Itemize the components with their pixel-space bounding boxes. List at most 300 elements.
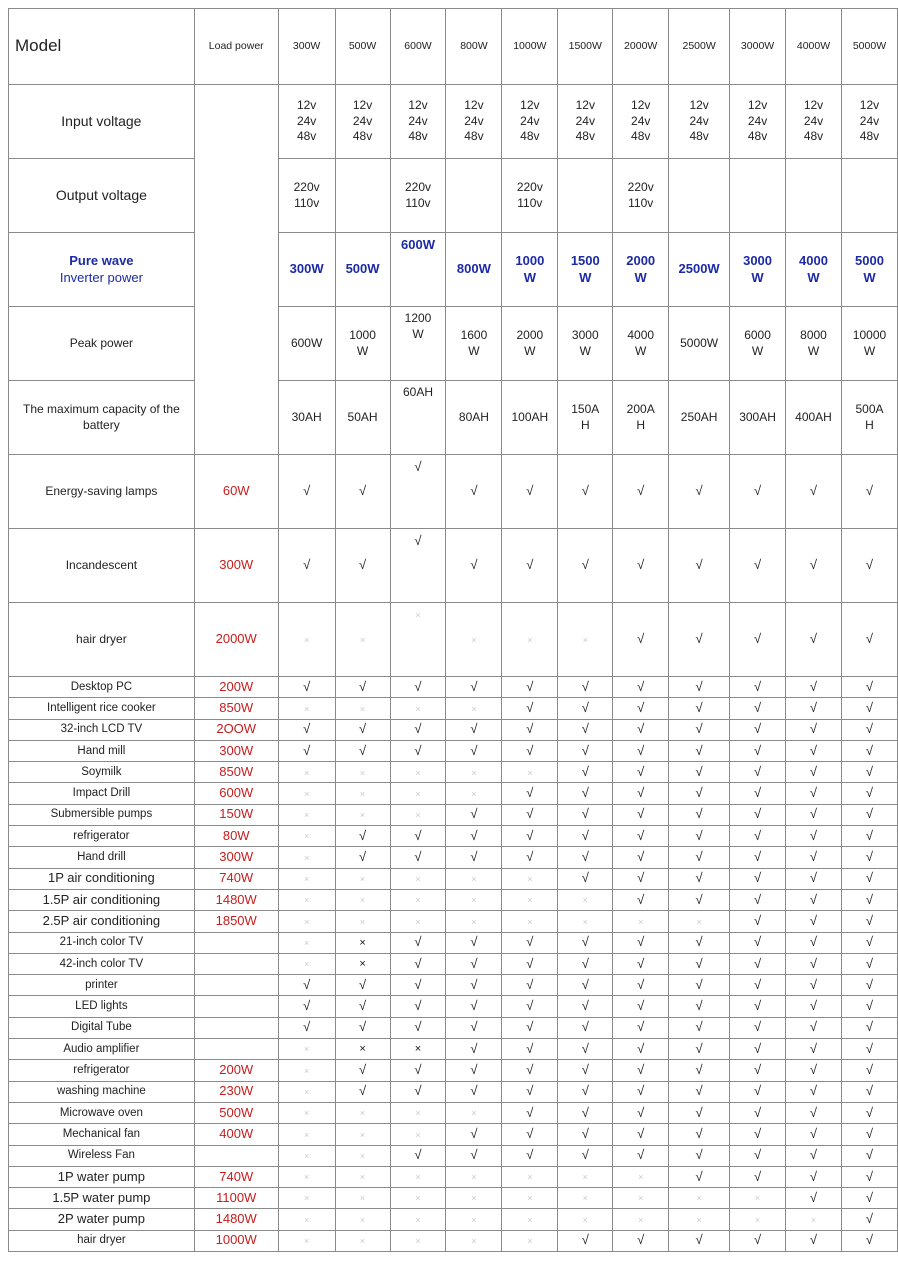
compat-cell (558, 996, 613, 1017)
compat-cell (502, 1102, 558, 1123)
compat-cell (335, 1209, 390, 1230)
cross-mark-icon: × (471, 1108, 477, 1119)
compat-cell (278, 1017, 335, 1038)
compat-cell (841, 1145, 897, 1166)
appliance-load: 150W (194, 804, 278, 825)
cross-mark-icon: × (359, 874, 366, 885)
check-mark-icon: √ (809, 912, 818, 928)
compat-cell (669, 1060, 730, 1081)
compat-cell (841, 1102, 897, 1123)
check-mark-icon: √ (637, 1125, 645, 1141)
compat-cell (841, 953, 897, 974)
battery-capacity-value (841, 381, 897, 455)
compat-cell (390, 1102, 446, 1123)
check-mark-icon: √ (470, 678, 478, 694)
peak-power-value-text: 2000 W (516, 327, 544, 358)
compat-cell (502, 932, 558, 953)
compat-cell (390, 953, 446, 974)
compat-cell (613, 740, 669, 761)
battery-capacity-value (786, 381, 842, 455)
compat-cell (669, 677, 730, 698)
compat-cell (841, 529, 897, 603)
check-mark-icon: √ (809, 998, 818, 1014)
compat-cell (669, 847, 730, 868)
compat-cell (335, 975, 390, 996)
compat-cell (335, 455, 390, 529)
check-mark-icon: √ (695, 700, 703, 715)
compat-cell (335, 1102, 390, 1123)
check-mark-icon: √ (526, 955, 534, 971)
appliance-load (194, 1017, 278, 1038)
battery-capacity-value-text: 200A H (626, 401, 655, 432)
output-voltage-value (613, 159, 669, 233)
check-mark-icon: √ (581, 827, 589, 843)
appliance-row (9, 804, 898, 825)
appliance-load: 80W (194, 826, 278, 847)
cross-mark-icon: × (471, 1236, 477, 1247)
compat-cell (335, 1230, 390, 1251)
check-mark-icon: √ (865, 934, 874, 950)
appliance-name: 21-inch color TV (9, 932, 195, 953)
check-mark-icon: √ (414, 1019, 422, 1035)
compat-cell (786, 529, 842, 603)
cross-mark-icon: × (359, 703, 366, 714)
check-mark-icon: √ (809, 1083, 818, 1099)
appliance-row (9, 1081, 898, 1102)
appliance-load: 1000W (194, 1230, 278, 1251)
appliance-name: Digital Tube (9, 1017, 195, 1038)
check-mark-icon: √ (809, 1019, 818, 1035)
compat-cell (730, 762, 786, 783)
output-voltage-value (669, 159, 730, 233)
compat-cell (786, 953, 842, 974)
output-voltage-value-text: 220v 110v (404, 179, 431, 210)
check-mark-icon: √ (414, 934, 422, 950)
check-mark-icon: √ (581, 955, 589, 971)
compat-cell (502, 762, 558, 783)
cross-mark-icon: × (304, 703, 310, 714)
input-voltage-label: Input voltage (9, 85, 195, 159)
compat-cell (278, 953, 335, 974)
compat-cell (558, 603, 613, 677)
cross-mark-icon: × (304, 874, 310, 885)
pure-wave-power-value (558, 233, 613, 307)
compat-cell (613, 762, 669, 783)
check-mark-icon: √ (637, 870, 645, 886)
appliance-name: 2P water pump (9, 1209, 195, 1230)
cross-mark-icon: × (359, 767, 366, 778)
appliance-row (9, 847, 898, 868)
check-mark-icon: √ (637, 742, 645, 758)
check-mark-icon: √ (695, 785, 703, 801)
check-mark-icon: √ (637, 827, 645, 843)
check-mark-icon: √ (695, 1083, 703, 1099)
cross-mark-icon: × (582, 895, 588, 906)
input-voltage-value (558, 85, 613, 159)
pure-wave-power-value-text: 600W (401, 237, 435, 252)
check-mark-icon: √ (695, 678, 703, 694)
appliance-name: refrigerator (9, 826, 195, 847)
cross-mark-icon: × (304, 959, 310, 970)
compat-cell (335, 529, 390, 603)
appliance-name: hair dryer (9, 603, 195, 677)
check-mark-icon: √ (809, 763, 818, 779)
output-voltage-value (335, 159, 390, 233)
cross-mark-icon: × (582, 1172, 588, 1183)
check-mark-icon: √ (865, 806, 874, 822)
cross-mark-icon: × (359, 1108, 366, 1119)
compat-cell (446, 1188, 502, 1209)
compat-cell (335, 1188, 390, 1209)
compat-cell (446, 975, 502, 996)
check-mark-icon: √ (581, 934, 589, 950)
compat-cell (730, 889, 786, 910)
compat-cell (446, 762, 502, 783)
compat-cell (669, 826, 730, 847)
compat-cell (841, 1039, 897, 1060)
compat-cell (558, 677, 613, 698)
cross-mark-icon: × (359, 936, 366, 949)
appliance-name: Audio amplifier (9, 1039, 195, 1060)
check-mark-icon: √ (414, 955, 422, 971)
cross-mark-icon: × (471, 1214, 477, 1225)
compat-cell (730, 603, 786, 677)
header-row (9, 9, 898, 85)
compat-cell (502, 826, 558, 847)
peak-power-value (613, 307, 669, 381)
pure-wave-power-value-text: 4000 W (799, 252, 828, 285)
cross-mark-icon: × (471, 1193, 477, 1204)
model-header: Model (9, 9, 195, 85)
appliance-name: Mechanical fan (9, 1124, 195, 1145)
compat-cell (446, 826, 502, 847)
check-mark-icon: √ (753, 934, 762, 950)
compat-cell (278, 1145, 335, 1166)
appliance-load: 200W (194, 677, 278, 698)
model-column-header: 5000W (841, 9, 897, 85)
compat-cell (446, 1124, 502, 1145)
compat-cell (502, 1017, 558, 1038)
input-voltage-value-text: 12v 24v 48v (408, 98, 428, 144)
check-mark-icon: √ (865, 891, 874, 907)
compat-cell (335, 847, 390, 868)
check-mark-icon: √ (865, 557, 874, 573)
compat-cell (558, 804, 613, 825)
compat-cell (335, 1081, 390, 1102)
compat-cell (278, 783, 335, 804)
compat-cell (841, 677, 897, 698)
model-column-header: 2500W (669, 9, 730, 85)
check-mark-icon: √ (414, 678, 422, 694)
check-mark-icon: √ (358, 849, 367, 865)
compat-cell (502, 1188, 558, 1209)
compat-cell (786, 1166, 842, 1187)
model-column-header: 500W (335, 9, 390, 85)
compat-cell (502, 975, 558, 996)
check-mark-icon: √ (303, 998, 311, 1014)
cross-mark-icon: × (471, 788, 477, 799)
compat-cell (335, 1039, 390, 1060)
check-mark-icon: √ (695, 1232, 703, 1248)
compat-cell (730, 677, 786, 698)
model-column-header: 3000W (730, 9, 786, 85)
compat-cell (841, 911, 897, 932)
check-mark-icon: √ (695, 742, 703, 758)
appliance-name: Intelligent rice cooker (9, 698, 195, 719)
check-mark-icon: √ (637, 998, 645, 1014)
appliance-load: 600W (194, 783, 278, 804)
appliance-row (9, 455, 898, 529)
check-mark-icon: √ (809, 1040, 818, 1056)
check-mark-icon: √ (695, 1104, 703, 1120)
cross-mark-icon: × (582, 916, 588, 927)
compat-cell (730, 868, 786, 889)
check-mark-icon: √ (809, 631, 818, 647)
pure-wave-power-value-text: 2500W (678, 261, 720, 277)
compat-cell (841, 804, 897, 825)
appliance-name: 1P water pump (9, 1166, 195, 1187)
compat-cell (446, 953, 502, 974)
check-mark-icon: √ (695, 631, 703, 647)
compat-cell (390, 1124, 446, 1145)
check-mark-icon: √ (303, 742, 311, 758)
check-mark-icon: √ (865, 1232, 874, 1248)
cross-mark-icon: × (415, 703, 421, 714)
compat-cell (669, 783, 730, 804)
check-mark-icon: √ (526, 1062, 534, 1078)
compat-cell (841, 1166, 897, 1187)
compat-cell (613, 1166, 669, 1187)
compat-cell (446, 1209, 502, 1230)
compat-cell (446, 1230, 502, 1251)
cross-mark-icon: × (359, 958, 366, 971)
check-mark-icon: √ (358, 1019, 367, 1035)
pure-wave-power-value (390, 233, 446, 307)
cross-mark-icon: × (359, 634, 366, 645)
check-mark-icon: √ (358, 678, 367, 694)
battery-capacity-value-text: 150A H (571, 401, 600, 432)
compat-cell (390, 1209, 446, 1230)
compat-cell (786, 1124, 842, 1145)
check-mark-icon: √ (809, 1232, 818, 1248)
compat-cell (335, 762, 390, 783)
check-mark-icon: √ (809, 1168, 818, 1184)
compat-cell (730, 740, 786, 761)
compat-cell (669, 1102, 730, 1123)
compat-cell (669, 953, 730, 974)
battery-capacity-value-text: 300AH (739, 409, 776, 424)
check-mark-icon: √ (581, 806, 589, 822)
appliance-load: 850W (194, 762, 278, 783)
appliance-load (194, 1039, 278, 1060)
compat-cell (335, 783, 390, 804)
cross-mark-icon: × (696, 1193, 702, 1204)
compat-cell (558, 911, 613, 932)
cross-mark-icon: × (359, 810, 366, 821)
check-mark-icon: √ (581, 785, 589, 801)
compat-cell (390, 975, 446, 996)
compat-cell (558, 1188, 613, 1209)
compat-cell (335, 1145, 390, 1166)
compat-cell (613, 1039, 669, 1060)
appliance-name: hair dryer (9, 1230, 195, 1251)
compat-cell (390, 1145, 446, 1166)
compat-cell (558, 698, 613, 719)
check-mark-icon: √ (303, 483, 311, 499)
compat-cell (841, 932, 897, 953)
check-mark-icon: √ (526, 849, 534, 865)
check-mark-icon: √ (526, 1104, 534, 1120)
compat-cell (335, 719, 390, 740)
compat-cell (390, 1039, 446, 1060)
cross-mark-icon: × (359, 1214, 366, 1225)
input-voltage-value-text: 12v 24v 48v (859, 98, 880, 144)
appliance-row (9, 1188, 898, 1209)
cross-mark-icon: × (304, 1193, 310, 1204)
compat-cell (278, 911, 335, 932)
compat-cell (613, 804, 669, 825)
compat-cell (558, 1230, 613, 1251)
compat-cell (613, 783, 669, 804)
check-mark-icon: √ (865, 976, 874, 992)
peak-power-value (335, 307, 390, 381)
appliance-name: refrigerator (9, 1060, 195, 1081)
compat-cell (390, 826, 446, 847)
cross-mark-icon: × (471, 703, 477, 714)
appliance-row (9, 911, 898, 932)
input-voltage-value (335, 85, 390, 159)
cross-mark-icon: × (638, 1214, 644, 1225)
appliance-row (9, 868, 898, 889)
check-mark-icon: √ (526, 742, 534, 758)
appliance-load: 850W (194, 698, 278, 719)
cross-mark-icon: × (304, 1172, 310, 1183)
check-mark-icon: √ (809, 742, 818, 758)
compat-cell (786, 1230, 842, 1251)
input-voltage-value-text: 12v 24v 48v (464, 98, 484, 144)
check-mark-icon: √ (581, 1147, 589, 1163)
compat-cell (613, 698, 669, 719)
compat-cell (613, 868, 669, 889)
compat-cell (613, 996, 669, 1017)
check-mark-icon: √ (414, 1062, 422, 1078)
check-mark-icon: √ (695, 827, 703, 843)
compat-cell (558, 932, 613, 953)
battery-capacity-value-text: 500A H (855, 401, 884, 432)
compat-cell (390, 847, 446, 868)
compat-cell (390, 889, 446, 910)
appliance-name: 1P air conditioning (9, 868, 195, 889)
compat-cell (335, 698, 390, 719)
check-mark-icon: √ (526, 678, 534, 694)
compat-cell (669, 975, 730, 996)
check-mark-icon: √ (470, 1062, 478, 1078)
check-mark-icon: √ (695, 721, 703, 737)
compat-cell (613, 889, 669, 910)
appliance-name: Soymilk (9, 762, 195, 783)
appliance-name: Hand mill (9, 740, 195, 761)
appliance-row (9, 1102, 898, 1123)
check-mark-icon: √ (414, 976, 422, 992)
compat-cell (730, 932, 786, 953)
appliance-name: printer (9, 975, 195, 996)
compat-cell (669, 762, 730, 783)
check-mark-icon: √ (526, 557, 534, 573)
compat-cell (558, 1124, 613, 1145)
compat-cell (502, 603, 558, 677)
output-voltage-value-text: 220v 110v (516, 179, 543, 210)
appliance-load: 740W (194, 1166, 278, 1187)
battery-capacity-value (278, 381, 335, 455)
compat-cell (841, 996, 897, 1017)
peak-power-value (669, 307, 730, 381)
compat-cell (730, 1124, 786, 1145)
battery-capacity-value-text: 80AH (458, 409, 489, 424)
appliance-row (9, 1230, 898, 1251)
cross-mark-icon: × (471, 634, 477, 645)
cross-mark-icon: × (527, 895, 533, 906)
check-mark-icon: √ (470, 849, 478, 865)
check-mark-icon: √ (470, 1019, 478, 1035)
check-mark-icon: √ (865, 1019, 874, 1035)
check-mark-icon: √ (753, 631, 762, 647)
appliance-row (9, 1209, 898, 1230)
peak-power-value (786, 307, 842, 381)
compat-cell (841, 868, 897, 889)
check-mark-icon: √ (526, 1125, 534, 1141)
compat-cell (669, 996, 730, 1017)
compat-cell (335, 1017, 390, 1038)
compat-cell (278, 847, 335, 868)
pure-wave-label-line2: Inverter power (59, 269, 143, 285)
output-voltage-value (786, 159, 842, 233)
appliance-row (9, 762, 898, 783)
compat-cell (278, 1166, 335, 1187)
compat-cell (278, 868, 335, 889)
compat-cell (558, 740, 613, 761)
check-mark-icon: √ (414, 849, 422, 865)
compat-cell (730, 1145, 786, 1166)
cross-mark-icon: × (527, 1236, 533, 1247)
cross-mark-icon: × (304, 1044, 310, 1055)
check-mark-icon: √ (414, 721, 422, 737)
check-mark-icon: √ (753, 912, 762, 928)
compat-cell (390, 455, 446, 529)
cross-mark-icon: × (415, 810, 421, 821)
compat-cell (786, 1039, 842, 1060)
cross-mark-icon: × (471, 895, 477, 906)
compat-cell (786, 911, 842, 932)
check-mark-icon: √ (581, 1019, 589, 1035)
check-mark-icon: √ (414, 533, 422, 548)
peak-power-value (446, 307, 502, 381)
appliance-name: 32-inch LCD TV (9, 719, 195, 740)
compat-cell (841, 762, 897, 783)
appliance-name: Desktop PC (9, 677, 195, 698)
output-voltage-value (390, 159, 446, 233)
check-mark-icon: √ (470, 955, 478, 971)
cross-mark-icon: × (696, 916, 702, 927)
output-voltage-value (446, 159, 502, 233)
check-mark-icon: √ (753, 1083, 762, 1099)
battery-capacity-value (669, 381, 730, 455)
compat-cell (786, 975, 842, 996)
compat-cell (278, 1209, 335, 1230)
compat-cell (446, 868, 502, 889)
compat-cell (730, 953, 786, 974)
pure-wave-power-value (335, 233, 390, 307)
compat-cell (502, 889, 558, 910)
